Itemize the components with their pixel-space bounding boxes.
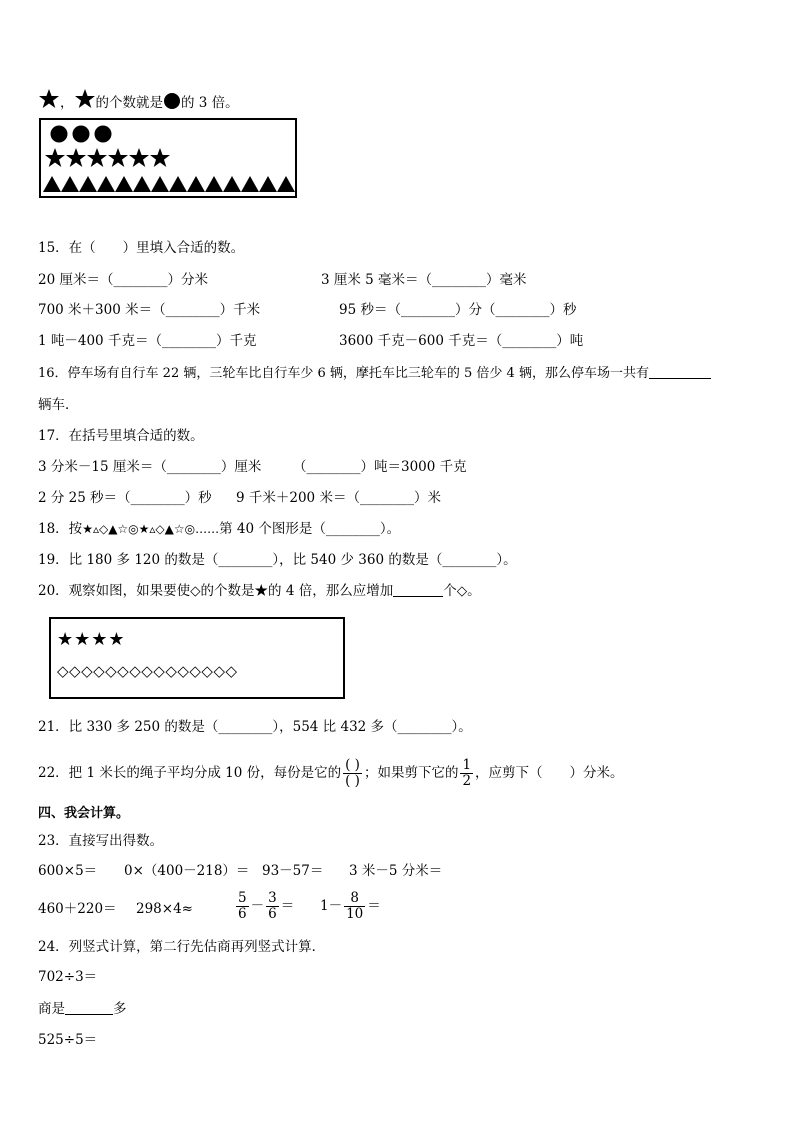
q17-row2-a: 2 分 25 秒＝（________）秒 — [38, 490, 212, 506]
intro-line — [38, 88, 239, 112]
shapes-figure-1-drawing — [41, 120, 295, 196]
q19-line: 19．比 180 多 120 的数是（________），比 540 少 360 的数是（________）。 — [38, 552, 517, 568]
q18-suffix: 第 40 个图形是（________）。 — [219, 521, 401, 537]
q24-b — [38, 1000, 127, 1018]
q20-star-row: ★★★★ — [57, 629, 126, 650]
q16-text: 16．停车场有自行车 22 辆，三轮车比自行车少 6 辆，摩托车比三轮车的 5 倍少 4 辆，那么停车场一共有 — [38, 366, 649, 381]
triangle-icon — [259, 176, 277, 192]
q23-c: 93－57＝ — [262, 863, 324, 879]
star-icon — [108, 148, 128, 167]
q16-line1 — [38, 364, 711, 383]
q23-f: 298×4≈ — [136, 901, 193, 917]
triangle-icon — [79, 176, 97, 192]
q22-half-fraction — [460, 758, 473, 789]
q20-answer-blank[interactable] — [393, 582, 443, 597]
q20-line — [38, 582, 481, 600]
q24-c: 525÷5＝ — [38, 1032, 98, 1048]
q24-b-prefix: 商是 — [38, 1001, 65, 1017]
q22-suffix: ，应剪下（ ）分米。 — [475, 765, 624, 781]
triangle-icon — [61, 176, 79, 192]
q15-row3-a: 1 吨－400 千克＝（________）千克 — [38, 333, 257, 349]
q18-line — [38, 520, 400, 538]
q24-estimate-blank[interactable] — [65, 1000, 113, 1015]
q20-suffix: 个◇。 — [443, 583, 481, 599]
star-icon — [150, 148, 170, 167]
section-4-title: 四、我会计算。 — [38, 806, 130, 821]
q22-frac-numerator: ( ) — [345, 757, 360, 773]
q15-row1-b: 3 厘米 5 毫米＝（________）毫米 — [321, 272, 527, 288]
q15-row2-b: 95 秒＝（________）分（________）秒 — [339, 302, 577, 318]
circle-icon — [95, 126, 112, 143]
q22-frac-denominator: ( ) — [345, 773, 360, 789]
q23-g-den2: 6 — [268, 906, 277, 922]
q15-row3-b: 3600 千克－600 千克＝（________）吨 — [339, 333, 584, 349]
q23-g — [234, 886, 294, 926]
triangle-row — [43, 176, 295, 192]
intro-text-1: 的个数就是 — [95, 95, 163, 111]
circle-icon — [163, 92, 181, 110]
q15-title: 15．在（ ）里填入合适的数。 — [38, 240, 245, 256]
q23-g-eq: ＝ — [280, 898, 295, 914]
q22-middle: ；如果剪下它的 — [363, 765, 459, 781]
q18-pattern: ★▵◇▲☆◎★▵◇▲☆◎…… — [82, 522, 220, 536]
q22-half-numerator: 1 — [462, 757, 472, 773]
shapes-figure-2 — [49, 617, 345, 699]
star-row — [45, 148, 170, 167]
q23-h-den: 10 — [346, 906, 364, 922]
intro-comma: ， — [60, 95, 74, 111]
q15-row2-a: 700 米＋300 米＝（________）千米 — [38, 302, 261, 318]
intro-text-2: 的 3 倍。 — [181, 95, 239, 111]
star-icon — [38, 88, 60, 110]
q17-row1-b: （________）吨＝3000 千克 — [293, 459, 467, 475]
q22-prefix: 22．把 1 米长的绳子平均分成 10 份，每份是它的 — [38, 765, 342, 781]
q17-row1-a: 3 分米－15 厘米＝（________）厘米 — [38, 459, 262, 475]
q23-g-den1: 6 — [238, 906, 247, 922]
q20-prefix: 20．观察如图，如果要使◇的个数是★的 4 倍，那么应增加 — [38, 583, 394, 599]
q17-row2-b: 9 千米＋200 米＝（________）米 — [236, 490, 441, 506]
q18-prefix: 18．按 — [38, 521, 83, 537]
triangle-icon — [151, 176, 169, 192]
triangle-icon — [277, 176, 295, 192]
q23-h-pre: 1－ — [320, 898, 343, 914]
q23-title: 23．直接写出得数。 — [38, 833, 164, 849]
q23-d: 3 米－5 分米＝ — [349, 863, 443, 879]
q24-title: 24．列竖式计算，第二行先估商再列竖式计算． — [38, 939, 326, 955]
q15-row1-a: 20 厘米＝（________）分米 — [38, 272, 208, 288]
q23-h-eq: ＝ — [367, 898, 381, 914]
triangle-icon — [241, 176, 259, 192]
circle-row — [51, 126, 112, 143]
q23-h — [320, 886, 381, 926]
triangle-icon — [115, 176, 133, 192]
star-icon — [87, 148, 107, 167]
q16-answer-blank[interactable] — [649, 364, 711, 379]
triangle-icon — [133, 176, 151, 192]
star-icon — [74, 88, 96, 110]
triangle-icon — [223, 176, 241, 192]
q17-title: 17．在括号里填合适的数。 — [38, 428, 204, 444]
q20-diamond-row: ◇◇◇◇◇◇◇◇◇◇◇◇◇◇◇ — [57, 662, 238, 680]
q23-a: 600×5＝ — [38, 863, 98, 879]
q24-a: 702÷3＝ — [38, 969, 98, 985]
q21-line: 21．比 330 多 250 的数是（________），554 比 432 多（________）。 — [38, 719, 472, 735]
q23-e: 460＋220＝ — [38, 901, 117, 917]
star-icon — [45, 148, 65, 167]
star-icon — [129, 148, 149, 167]
q24-b-suffix: 多 — [113, 1001, 127, 1017]
q16-line2: 辆车． — [38, 397, 79, 413]
circle-icon — [73, 126, 90, 143]
q23-g-num2: 3 — [268, 890, 277, 906]
q22-fraction-blank[interactable] — [343, 758, 362, 789]
q23-h-num: 8 — [350, 890, 359, 906]
q22-line — [38, 753, 624, 793]
triangle-icon — [43, 176, 61, 192]
triangle-icon — [169, 176, 187, 192]
q22-half-denominator: 2 — [462, 773, 472, 789]
triangle-icon — [205, 176, 223, 192]
star-icon — [66, 148, 86, 167]
triangle-icon — [187, 176, 205, 192]
q23-b: 0×（400－218）＝ — [124, 863, 250, 879]
shapes-figure-1 — [39, 118, 297, 198]
triangle-icon — [97, 176, 115, 192]
q23-g-op: － — [250, 898, 265, 914]
circle-icon — [51, 126, 68, 143]
q23-g-num1: 5 — [238, 890, 247, 906]
